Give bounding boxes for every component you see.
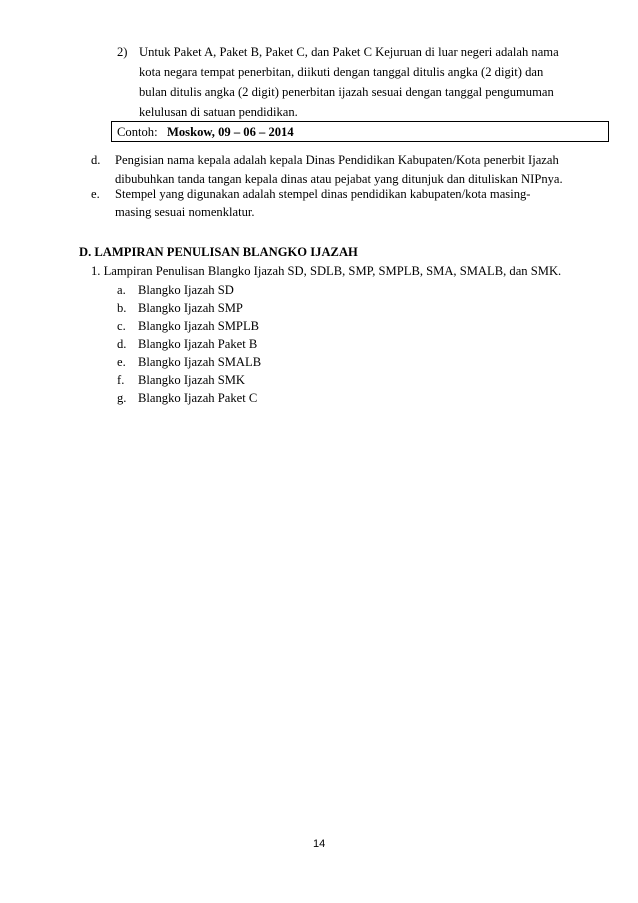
item-e-marker: e. <box>91 187 100 201</box>
item-d-marker: d. <box>91 153 101 167</box>
example-value: Moskow, 09 – 06 – 2014 <box>167 125 294 139</box>
item-2-line-4: kelulusan di satuan pendidikan. <box>139 105 298 119</box>
item-d-line-2: dibubuhkan tanda tangan kepala dinas atau pejabat yang ditunjuk dan dituliskan NIPnya. <box>115 172 563 186</box>
list-item-text: Blangko Ijazah Paket C <box>138 391 258 405</box>
list-item-marker: g. <box>117 391 127 405</box>
list-item-text: Blangko Ijazah Paket B <box>138 337 258 351</box>
list-item-marker: a. <box>117 283 126 297</box>
list-item-text: Blangko Ijazah SMALB <box>138 355 262 369</box>
item-2-line-3: bulan ditulis angka (2 digit) penerbitan ijazah sesuai dengan tanggal pengumuman <box>139 85 554 99</box>
page-number: 14 <box>313 838 326 850</box>
item-e-line-1: Stempel yang digunakan adalah stempel dinas pendidikan kabupaten/kota masing- <box>115 187 531 201</box>
list-item-marker: b. <box>117 301 127 315</box>
list-item-text: Blangko Ijazah SD <box>138 283 234 297</box>
list-item-text: Blangko Ijazah SMPLB <box>138 319 260 333</box>
list-item-text: Blangko Ijazah SMP <box>138 301 243 315</box>
example-label: Contoh: <box>117 125 158 139</box>
list-item-marker: e. <box>117 355 126 369</box>
list-item-text: Blangko Ijazah SMK <box>138 373 246 387</box>
section-d-heading: D. LAMPIRAN PENULISAN BLANGKO IJAZAH <box>79 245 358 259</box>
list-item-marker: f. <box>117 373 125 387</box>
item-d-line-1: Pengisian nama kepala adalah kepala Dinas Pendidikan Kabupaten/Kota penerbit Ijazah <box>115 153 559 167</box>
list-item-marker: d. <box>117 337 127 351</box>
item-2-line-2: kota negara tempat penerbitan, diikuti dengan tanggal ditulis angka (2 digit) dan <box>139 65 544 79</box>
item-2-marker: 2) <box>117 45 128 59</box>
item-e-line-2: masing sesuai nomenklatur. <box>115 205 255 219</box>
section-d-subheading: 1. Lampiran Penulisan Blangko Ijazah SD, SDLB, SMP, SMPLB, SMA, SMALB, dan SMK. <box>91 264 562 278</box>
list-item-marker: c. <box>117 319 126 333</box>
item-2-line-1: Untuk Paket A, Paket B, Paket C, dan Paket C Kejuruan di luar negeri adalah nama <box>139 45 559 59</box>
